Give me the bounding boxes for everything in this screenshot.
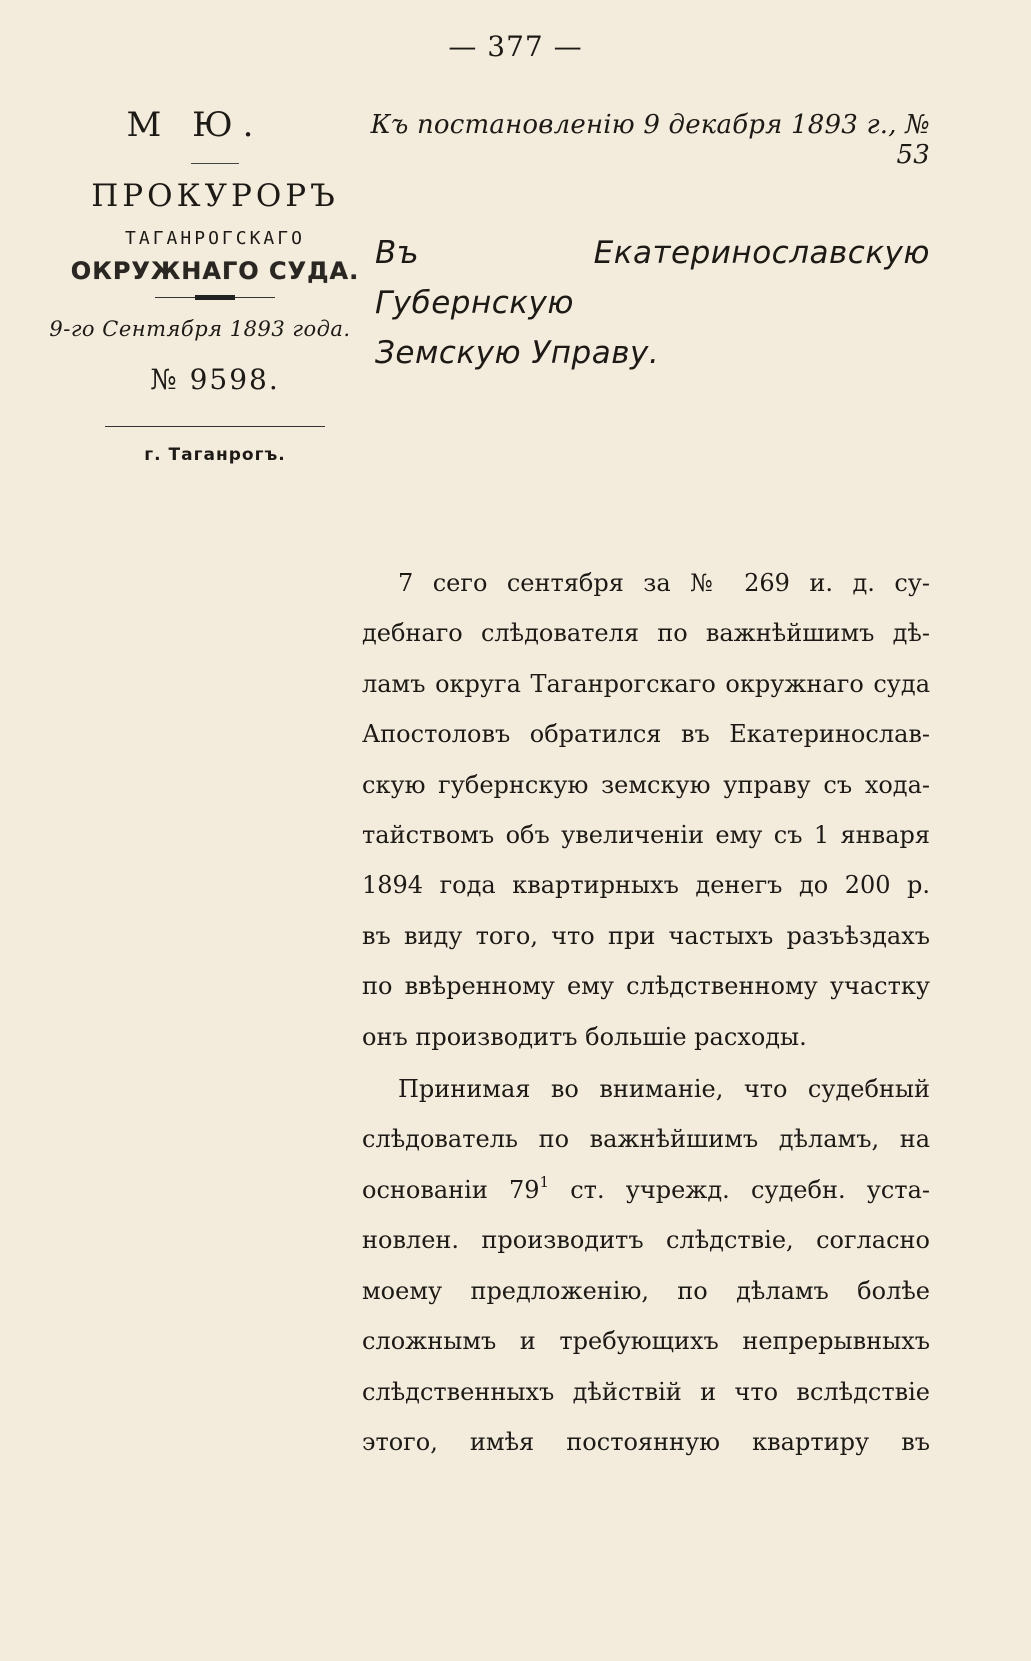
addressee-line-1: Въ Екатеринославскую Губернскую <box>375 235 930 321</box>
letter-body <box>362 558 930 1467</box>
addressee-line-2: Земскую Управу. <box>375 335 660 371</box>
body-line: ламъ округа Таганрогскаго окружнаго суда <box>362 669 930 698</box>
letterhead <box>49 105 370 465</box>
body-text-segment: основаніи 79 <box>362 1175 540 1204</box>
body-line: дебнаго слѣдователя по важнѣйшимъ дѣ- <box>362 619 930 648</box>
letter-date: 9-го Сентября 1893 года. <box>49 317 351 341</box>
page-number: — 377 — <box>448 30 583 63</box>
body-line: онъ производитъ большіе расходы. <box>362 1022 807 1051</box>
body-line: этого, имѣя постоянную квартиру въ <box>362 1427 930 1456</box>
body-line: слѣдователь по важнѣйшимъ дѣламъ, на <box>362 1125 930 1154</box>
body-line-with-superscript <box>362 1165 930 1215</box>
ornament-divider <box>155 293 275 303</box>
superscript-note: 1 <box>539 1172 550 1191</box>
reference-line: Къ постановленію 9 декабря 1893 г., № 53 <box>370 110 930 170</box>
body-line: по ввѣренному ему слѣдственному участку <box>362 972 930 1001</box>
body-line: сложнымъ и требующихъ непрерывныхъ <box>362 1327 930 1356</box>
letter-number: № 9598. <box>150 363 280 396</box>
office-court: ОКРУЖНАГО СУДА. <box>70 257 360 285</box>
ministry-mark: М Ю. <box>126 105 264 145</box>
office-title: ПРОКУРОРЪ <box>91 178 339 214</box>
body-line: слѣдственныхъ дѣйствій и что вслѣдствіе <box>362 1377 930 1406</box>
body-line: тайствомъ объ увеличеніи ему съ 1 января <box>362 821 930 850</box>
body-line: Апостоловъ обратился въ Екатеринослав- <box>362 720 930 749</box>
body-line: Принимая во вниманіе, что судебный <box>398 1075 930 1104</box>
divider-long <box>105 426 325 427</box>
body-line: въ виду того, что при частыхъ разъѣздахъ <box>362 921 930 950</box>
addressee <box>375 228 930 378</box>
body-line: скую губернскую земскую управу съ хода- <box>362 770 930 799</box>
body-line: 1894 года квартирныхъ денегъ до 200 р. <box>362 871 930 900</box>
letter-city: г. Таганрогъ. <box>144 445 286 465</box>
divider-short <box>191 163 239 164</box>
body-line: новлен. производитъ слѣдствіе, согласно <box>362 1226 930 1255</box>
office-subtitle: ТАГАНРОГСКАГО <box>125 228 305 249</box>
body-line: моему предложенію, по дѣламъ болѣе <box>362 1276 930 1305</box>
body-line: 7 сего сентября за № 269 и. д. су- <box>398 569 930 597</box>
body-text-segment: ст. учрежд. судебн. уста- <box>549 1175 930 1204</box>
